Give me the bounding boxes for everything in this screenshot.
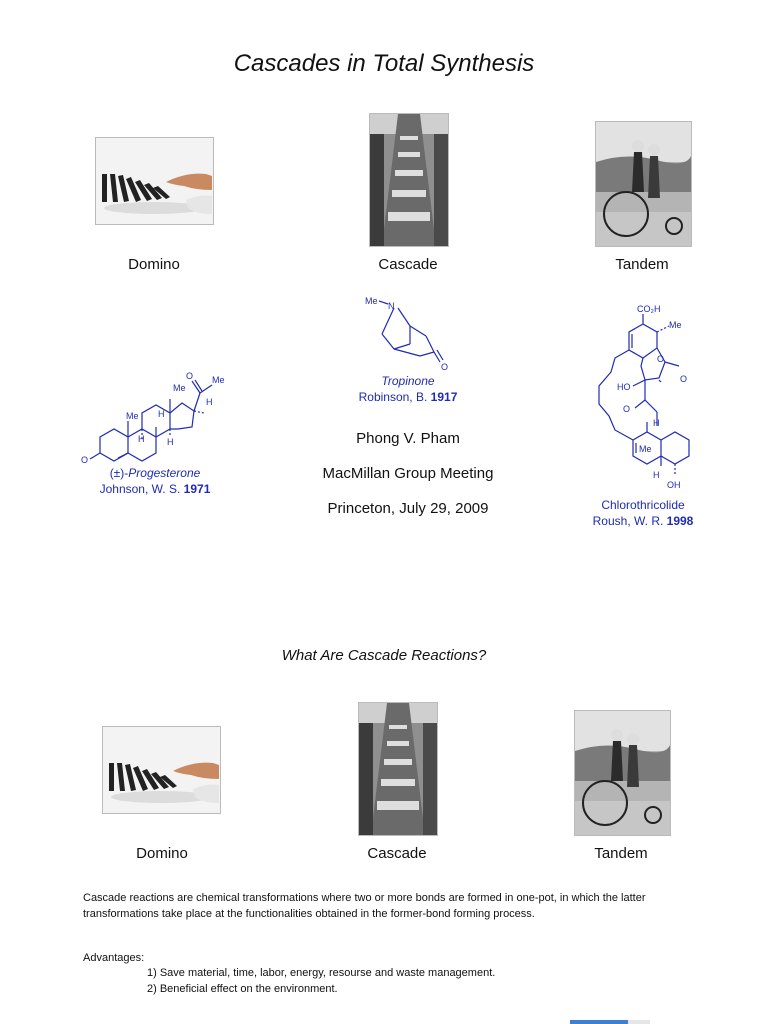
advantages-heading: Advantages: <box>83 952 145 964</box>
progesterone-structure <box>80 365 240 470</box>
tropinone-atom-me: Me <box>365 296 378 306</box>
tropinone-atom-n: N <box>388 301 395 311</box>
chlorothricolide-author: Roush, W. R. <box>592 514 664 528</box>
caption-cascade-top: Cascade <box>378 256 438 273</box>
progesterone-name: Progesterone <box>128 466 201 480</box>
tropinone-author: Robinson, B. <box>358 390 428 404</box>
cascade-photo <box>369 113 449 247</box>
svg-text:H: H <box>653 470 660 480</box>
svg-text:O: O <box>623 404 631 414</box>
svg-text:H: H <box>206 397 213 407</box>
chlorothricolide-year: 1998 <box>666 514 694 528</box>
tropinone-name: Tropinone <box>381 374 435 388</box>
tropinone-label <box>340 373 476 405</box>
tropinone-atom-o: O <box>441 362 449 372</box>
tropinone-year: 1917 <box>430 390 458 404</box>
scrollbar-thumb[interactable] <box>570 1020 628 1024</box>
tandem-photo <box>595 121 692 247</box>
advantage-item: 1) Save material, time, labor, energy, resourse and waste management. <box>147 967 496 979</box>
svg-text:HO: HO <box>617 382 631 392</box>
domino-photo <box>95 137 214 225</box>
svg-text:H: H <box>158 409 165 419</box>
chlorothricolide-label <box>575 497 711 529</box>
caption-domino-bottom: Domino <box>136 845 188 862</box>
page-title: Cascades in Total Synthesis <box>233 50 535 77</box>
svg-text:Me: Me <box>126 411 139 421</box>
svg-text:O: O <box>657 354 665 364</box>
place-date: Princeton, July 29, 2009 <box>327 500 489 517</box>
progesterone-label <box>85 465 225 497</box>
svg-text:OH: OH <box>667 480 681 490</box>
progesterone-year: 1971 <box>183 482 211 496</box>
svg-text:H: H <box>167 437 174 447</box>
svg-text:Me: Me <box>212 375 225 385</box>
tropinone-structure <box>360 292 460 372</box>
caption-tandem-top: Tandem <box>615 256 669 273</box>
svg-text:Me: Me <box>173 383 186 393</box>
svg-text:Me: Me <box>639 444 652 454</box>
domino-photo-2 <box>102 726 221 814</box>
cascade-photo-2 <box>358 702 438 836</box>
caption-tandem-bottom: Tandem <box>594 845 648 862</box>
tandem-photo-2 <box>574 710 671 836</box>
advantage-item: 2) Beneficial effect on the environment. <box>147 983 338 995</box>
caption-cascade-bottom: Cascade <box>367 845 427 862</box>
svg-text:H: H <box>138 434 145 444</box>
svg-text:O: O <box>81 455 89 465</box>
section-heading: What Are Cascade Reactions? <box>281 647 487 664</box>
progesterone-prefix: (±)- <box>109 466 129 480</box>
chlorothricolide-name: Chlorothricolide <box>601 498 685 512</box>
svg-text:CO₂H: CO₂H <box>637 304 661 314</box>
definition-paragraph: Cascade reactions are chemical transformations where two or more bonds are formed in one-pot, in which the latter transformations take place at the functionalities obtained in the former-bond forming process. <box>83 892 646 920</box>
caption-domino-top: Domino <box>128 256 180 273</box>
svg-text:Me: Me <box>669 320 682 330</box>
svg-text:H: H <box>653 418 660 428</box>
event-name: MacMillan Group Meeting <box>322 465 494 482</box>
svg-text:O: O <box>680 374 688 384</box>
progesterone-author: Johnson, W. S. <box>99 482 181 496</box>
chlorothricolide-structure <box>585 300 700 492</box>
presenter-name: Phong V. Pham <box>356 430 460 447</box>
svg-text:O: O <box>186 371 194 381</box>
